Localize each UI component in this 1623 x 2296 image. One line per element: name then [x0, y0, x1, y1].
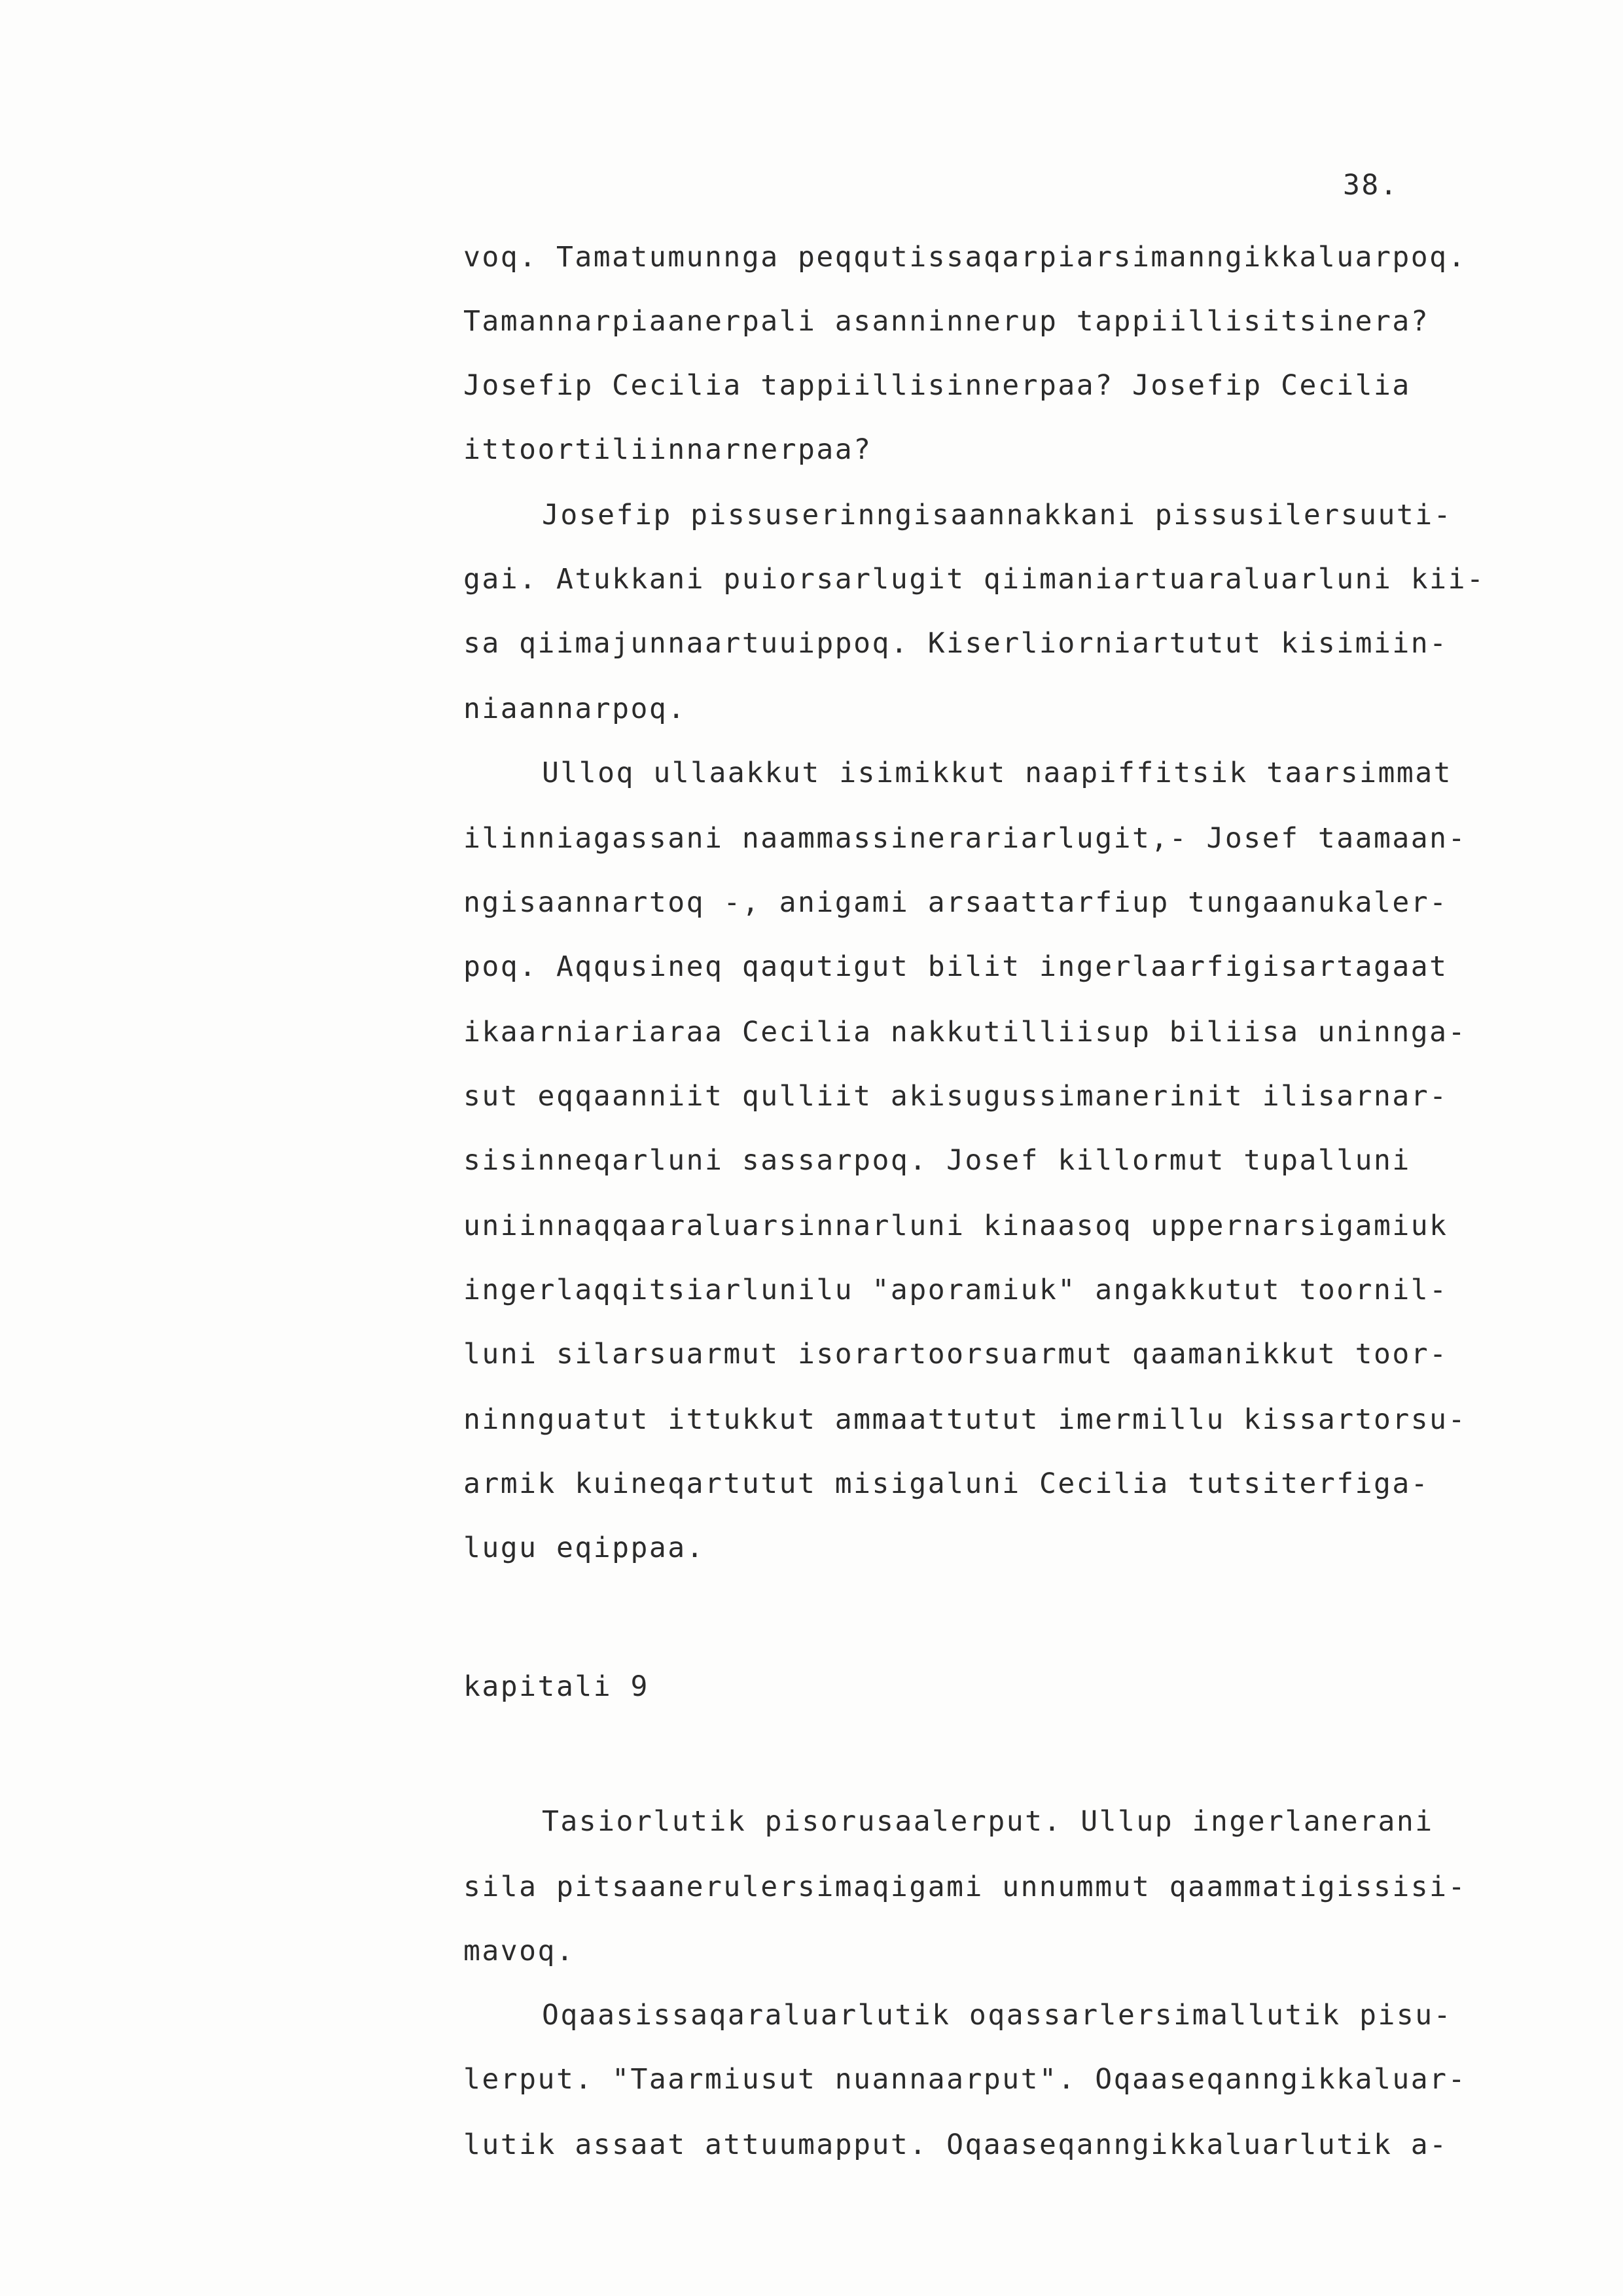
text-line: Josefip pissuserinngisaannakkani pissusilersuuti- [542, 499, 1453, 531]
text-line: sisinneqarluni sassarpoq. Josef killormut tupalluni [463, 1144, 1411, 1177]
text-line: uniinnaqqaaraluarsinnarluni kinaasoq uppernarsigamiuk [463, 1210, 1448, 1242]
text-line: mavoq. [463, 1935, 575, 1967]
text-line: ngisaannartoq -, anigami arsaattarfiup tungaanukaler- [463, 886, 1448, 919]
text-line: niaannarpoq. [463, 692, 687, 725]
text-line: armik kuineqartutut misigaluni Cecilia tutsiterfiga- [463, 1467, 1430, 1500]
text-line: lutik assaat attuumapput. Oqaaseqanngikkaluarlutik a- [463, 2128, 1448, 2161]
text-line: ilinniagassani naammassinerariarlugit,- Josef taamaan- [463, 822, 1467, 855]
text-line: ninnguatut ittukkut ammaattutut imermillu kissartorsu- [463, 1403, 1467, 1436]
text-line: Tamannarpiaanerpali asanninnerup tappiillisitsinera? [463, 305, 1430, 338]
text-line: lugu eqippaa. [463, 1532, 705, 1564]
text-line: poq. Aqqusineq qaqutigut bilit ingerlaarfigisartagaat [463, 950, 1448, 983]
text-line: Oqaasissaqaraluarlutik oqassarlersimallutik pisu- [542, 1999, 1453, 2032]
text-line: Josefip Cecilia tappiillisinnerpaa? Josefip Cecilia [463, 369, 1411, 402]
text-line: lerput. "Taarmiusut nuannaarput". Oqaaseqanngikkaluar- [463, 2063, 1467, 2096]
page-number: 38. [1343, 169, 1399, 202]
text-line: ikaarniariaraa Cecilia nakkutilliisup biliisa uninnga- [463, 1016, 1467, 1049]
text-line: sut eqqaanniit qulliit akisugussimanerinit ilisarnar- [463, 1080, 1448, 1113]
text-line: luni silarsuarmut isorartoorsuarmut qaamanikkut toor- [463, 1338, 1448, 1371]
text-line: gai. Atukkani puiorsarlugit qiimaniartuaraluarluni kii- [463, 563, 1486, 596]
chapter-heading: kapitali 9 [463, 1670, 649, 1703]
text-line: sa qiimajunnaartuuippoq. Kiserliorniartutut kisimiin- [463, 627, 1448, 660]
text-line: ingerlaqqitsiarlunilu "aporamiuk" angakkutut toornil- [463, 1274, 1448, 1306]
text-line: Tasiorlutik pisorusaalerput. Ullup ingerlanerani [542, 1805, 1434, 1838]
text-line: voq. Tamatumunnga peqqutissaqarpiarsimanngikkaluarpoq. [463, 241, 1467, 274]
text-line: sila pitsaanerulersimaqigami unnummut qaammatigissisi- [463, 1871, 1467, 1903]
text-line: Ulloq ullaakkut isimikkut naapiffitsik taarsimmat [542, 757, 1453, 789]
text-line: ittoortiliinnarnerpaa? [463, 433, 872, 466]
